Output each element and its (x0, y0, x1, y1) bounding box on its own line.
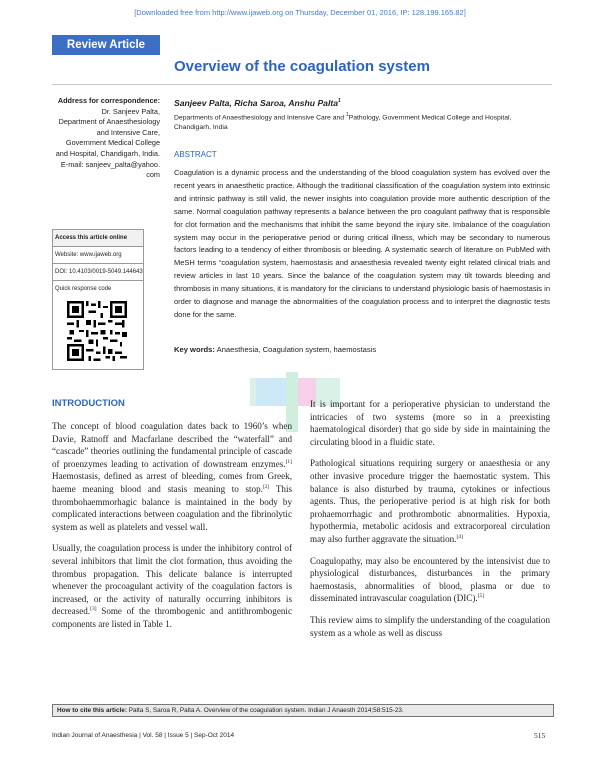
authors (174, 98, 341, 108)
cite-label: How to cite this article: (57, 707, 127, 714)
citation-ref[interactable]: [5] (477, 593, 485, 600)
text-span: This thrombohaemmorhagic balance is maintained in the body by complicated interactions between coagulation and the fibrinolytic system as well as platelets and vessel wall. (52, 483, 293, 532)
text-span: Coagulopathy, may also be encountered by the intensivist due to physiological disturbances, disturbances in the primary haemostasis, abnormalities of blood, plasma or due to disseminated intravascular coagulation (DIC). (310, 555, 550, 604)
citation-ref[interactable]: [1] (285, 458, 292, 465)
article-title: Overview of the coagulation system (174, 58, 430, 75)
paragraph: This review aims to simplify the understanding of the coagulation system as a whole as well as discuss (310, 614, 550, 638)
abstract-body: Coagulation is a dynamic process and the understanding of the blood coagulation system has evolved over the recent years in anaesthetic practice. Although the traditional classification of the coagulation system into extrinsic and intrinsic pathway is still valid, the newer insights into coagulation provide more authentic description of the same. Normal coagulation pathway represents a balance between the pro coagulant pathway that is responsible for clot formation and the mechanisms that inhibit the same beyond the injury site. Imbalance of the coagulation system may occur in the perioperative period or during critical illness, which may be secondary to numerous factors leading to a tendency of either thrombosis or bleeding. A systematic search of literature on PubMed with MeSH terms “coagulation system, haemostasis and anaesthesia revealed twenty eight related clinical trials and review articles in last 10 years. Since the balance of the coagulation system may tilt towards bleeding and thrombosis in many situations, it is mandatory for the clinicians to understand physiologic basis of haemostasis in order to diagnose and manage the abnormalities of the coagulation process and to interpret the diagnostic tests done for the same. (174, 168, 550, 319)
website-link[interactable]: Website: www.ijaweb.org (53, 247, 143, 264)
correspondence-line: Government Medical College (65, 138, 160, 148)
how-to-cite-box (52, 704, 554, 717)
decorative-watermark (256, 378, 286, 406)
correspondence-line: and Hospital, Chandigarh, India. (55, 148, 160, 158)
citation-ref[interactable]: [4] (456, 533, 463, 540)
qr-code[interactable] (53, 297, 143, 369)
correspondence-block (52, 96, 160, 181)
page-number: 515 (534, 731, 546, 740)
paragraph (52, 542, 292, 630)
affiliation-part: Departments of Anaesthesiology and Intensive Care and (174, 114, 346, 122)
keywords (174, 345, 550, 354)
paragraph (52, 420, 292, 533)
right-column (310, 398, 550, 648)
text-span: The concept of blood coagulation dates back to 1960’s when Davie, Ratnoff and Macfarlane described the “waterfall” and “cascade” theories outlining the fundamental principle of cascade of proenzymes leading to activation of downstream enzymes. (52, 421, 292, 469)
download-banner: [Downloaded free from http://www.ijaweb.org on Thursday, December 01, 2016, IP: 128.199.165.82] (134, 8, 466, 17)
affiliation-part: Pathology, Government Medical College and Hospital, Chandigarh, India (174, 114, 512, 131)
correspondence-line: and Intensive Care, (96, 127, 160, 137)
correspondence-email[interactable]: E-mail: sanjeev_palta@yahoo. (60, 159, 160, 169)
author-affil-mark: 1 (337, 98, 341, 105)
citation-ref[interactable]: [3] (90, 606, 97, 613)
paragraph: It is important for a perioperative physician to understand the intricacies of two systems (more so in a preexisting haematological disorder) that go side by side in maintaining the circulating blood in a fluidic state. (310, 399, 550, 447)
paragraph (310, 457, 550, 545)
citation-ref[interactable]: [2] (262, 483, 270, 490)
doi-link[interactable]: DOI: 10.4103/0019-5049.144643 (53, 264, 143, 281)
text-span: Usually, the coagulation process is under the inhibitory control of several inhibitors that limit the clot formation, thus avoiding the thrombus propagation. This delicate balance is interrupted whenever the procoagulant activity of the coagulation factors is increased, or the activity of naturally occurring inhibitors is decreased. (52, 543, 292, 617)
qr-label: Quick response code (55, 286, 112, 292)
qr-code-icon (67, 301, 127, 361)
introduction-heading: INTRODUCTION (52, 398, 125, 409)
affiliation (174, 111, 550, 132)
correspondence-line: Dr. Sanjeev Palta, (101, 106, 160, 116)
paragraph (310, 555, 550, 605)
text-span: Haemostasis, defined as arrest of bleeding, comes from Greek, haeme meaning blood and stasis meaning to stop. (52, 471, 292, 494)
journal-footer: Indian Journal of Anaesthesia | Vol. 58 | Issue 5 | Sep-Oct 2014 (52, 732, 235, 739)
abstract-heading: ABSTRACT (174, 150, 217, 159)
text-span: Some of the thrombogenic and antithrombogenic components are listed in Table 1. (52, 606, 292, 629)
access-heading: Access this article online (53, 230, 143, 247)
keywords-label: Key words: (174, 345, 215, 354)
keywords-list: Anaesthesia, Coagulation system, haemostasis (214, 345, 377, 354)
correspondence-email-end[interactable]: com (146, 170, 160, 180)
title-divider (52, 84, 552, 85)
access-online-box (52, 229, 144, 370)
author-names: Sanjeev Palta, Richa Saroa, Anshu Palta (174, 98, 338, 108)
correspondence-line: Department of Anaesthesiology (58, 117, 160, 127)
left-column (52, 420, 292, 640)
affiliation-mark: 1 (345, 112, 349, 118)
correspondence-heading: Address for correspondence: (57, 96, 160, 105)
cite-text: Palta S, Saroa R, Palta A. Overview of the coagulation system. Indian J Anaesth 2014;58:515-23. (126, 707, 404, 714)
text-span: Pathological situations requiring surgery or anaesthesia or any other invasive procedure trigger the haemostatic system. This balance is also disturbed by trauma, cytokines or infectious agents. Thus, the perioperative period is at high risk for both prohaemorrhagic and prothrombotic abnormalities. Hypoxia, hypothermia, metabolic acidosis and extracorporeal circulation may also further aggravate the situation. (310, 458, 550, 544)
article-type-badge: Review Article (52, 35, 160, 55)
